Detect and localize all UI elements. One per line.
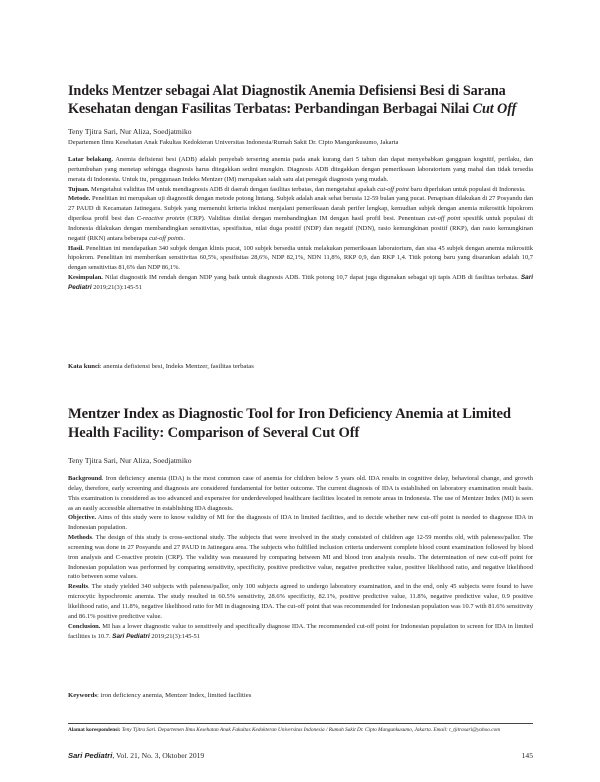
footer-brand: Sari Pediatri (68, 751, 113, 760)
kata-kunci: Kata kunci: anemia defisiensi besi, Indeks Mentzer, fasilitas terbatas (68, 363, 254, 370)
citation-brand: Sari Pediatri (112, 632, 150, 640)
title-indonesian: Indeks Mentzer sebagai Alat Diagnostik Anemia Defisiensi Besi di Sarana Kesehatan dengan Fasilitas Terbatas: Perbandingan Berbagai Nilai Cut Off (68, 83, 517, 117)
citation-brand: Sari Pediatri (68, 274, 534, 291)
footer-journal: Sari Pediatri, Vol. 21, No. 3, Oktober 2019 (68, 751, 205, 760)
abstract-background: Background. Iron deficiency anemia (IDA) is the most common case of anemia for children below 5 years old. IDA results in cognitive delay, behavioral change, and growth delay, therefore, early screening and diagnosis are considered fundamental for better outcome. The current diagnosis of IDA is established on laboratory examination result basis. This examination is considered as too advanced and expensive for underdeveloped healthcare facilities located in remote areas in Indonesia. The use of Mentzer Index (MI) is seen as an easily accessible alternative in establishing IDA diagnosis. (68, 475, 533, 512)
authors-english: Teny Tjitra Sari, Nur Aliza, Soedjatmiko (68, 456, 192, 465)
title-english: Mentzer Index as Diagnostic Tool for Iron Deficiency Anemia at Limited Health Facility: Comparison of Several Cut Off (68, 406, 511, 441)
abstract-indonesian (68, 155, 533, 293)
correspondence: Alamat korespondensi: Teny Tjitra Sari. Departemen Ilmu Kesehatan Anak Fakultas Kedokteran Universitas Indonesia / Rumah Sakit Dr. Cipto Mangunkusumo, Jakarta. Email: t_tjitrasari@yahoo.com (68, 727, 501, 733)
abstract-english (68, 474, 533, 641)
abstract-objective: Objective. Aims of this study were to know validity of MI for the diagnosis of IDA in limited facilities, and to decide whether new cut-off point is needed to diagnose IDA in Indonesian population. (68, 514, 533, 532)
abstract-tujuan: Tujuan. Mengetahui validitas IM untuk mendiagnosis ADB di daerah dengan fasilitas terbatas, dan mengetahui apakah cut-off point baru diperlukan untuk populasi di Indonesia. (68, 185, 526, 193)
abstract-results: Results. The study yielded 340 subjects with paleness/pallor, only 100 subjects agreed to undergo laboratory examination, and in the end, only 45 subjects were found to have microcytic hypochromic anemia. The study resulted in 60.5% sensitivity, 28.6% specificity, 82.1%, positive predictive value, 11.8%, negative predictive value, 0.9 positive likelihood ratio, and 11.8%, negative likelihood ratio for MI in diagnosing IDA. The cut-off point that was recommended for Indonesian population was 10.7 with 81.6% sensitivity and 86.1% positive predictive value. (68, 583, 533, 620)
title-italic: Cut Off (472, 101, 517, 117)
abstract-kesimpulan: Kesimpulan. Nilai diagnostik IM rendah dengan NDP yang baik untuk diagnosis ADB. Titik potong 10,7 dapat juga digunakan sebagai uji tapis ADB di fasilitas terbatas. Sari Pediatri 2019;21(3):145-51 (68, 274, 534, 291)
abstract-metode: Metode. Penelitian ini merupakan uji diagnostik dengan metode potong lintang. Subjek adalah anak sehat berusia 12-59 bulan yang pucat. Penapisan dilakukan di 27 Posyandu dan 27 PAUD di Kecamatan Jatinegara. Subjek yang memenuhi kriteria inklusi menjalani pemeriksaan darah perifer lengkap, kemudian subjek dengan anemia mikrositik hipokrom diperiksa profil besi dan C-reactive protein (CRP). Validitas dinilai dengan membandingkan IM dengan hasil profil besi. Penentuan cut-off point spesifik untuk populasi di Indonesia dilakukan dengan membandingkan sensitivitas, spesifisitas, nilai duga positif (NDP) dan negatif (NDN), rasio kemungkinan positif (RKP), dan rasio kemungkinan negatif (RKN) antara beberapa cut-off points. (68, 195, 534, 242)
authors-indonesian: Teny Tjitra Sari, Nur Aliza, Soedjatmiko (68, 127, 192, 136)
abstract-latar: Latar belakang. Anemia defisiensi besi (ADB) adalah penyebab tersering anemia pada anak kurang dari 5 tahun dan dapat menyebabkan gangguan kognitif, perilaku, dan pertumbuhan yang menetap sehingga diagnosis harus ditegakkan sedini mungkin. Diagnosis ADB ditegakkan dengan pemeriksaan laboratorium yang mahal dan tidak tersedia merata di Indonesia. Untuk itu, penggunaan Indeks Mentzer (IM) merupakan salah satu alat penegak diagnosis yang mudah. (68, 156, 533, 183)
affiliation: Departemen Ilmu Kesehatan Anak Fakultas Kedokteran Universitas Indonesia/Rumah Sakit Dr. Cipto Mangunkusumo, Jakarta (68, 139, 399, 146)
abstract-conclusion: Conclusion. MI has a lower diagnostic value to sensitively and specifically diagnose IDA. The recommended cut-off point for Indonesian population to screen for IDA in limited facilities is 10.7. Sari Pediatri 2019;21(3):145-51 (68, 622, 533, 640)
keywords: Keywords: iron deficiency anemia, Mentzer Index, limited facilities (68, 692, 252, 699)
abstract-methods: Methods. The design of this study is cross-sectional study. The subjects that were involved in the study consisted of children age 12-59 months old, with paleness/pallor. The screening was done in 27 Posyandu and 27 PAUD in Jatinegara area. The subjects who fulfilled inclusion criteria underwent complete blood count examination followed by blood iron analysis and C-reactive protein (CRP). The validity was measured by comparing between MI and blood iron analysis results. The determination of new cut-off point for Indonesian population was performed by comparing sensitivity, specificity, positive predictive value, negative predictive value, positive likelihood ratio, and negative likelihood ratio between some values. (68, 534, 533, 581)
abstract-hasil: Hasil. Penelitian ini mendapatkan 340 subjek dengan klinis pucat, 100 subjek bersedia untuk melakukan pemeriksaan laboratorium, dan sisa 45 subjek dengan anemia mikrositik hipokrom. Penelitian ini memberikan sensitivitas 60,5%, spesifisitas 28,6%, NDP 82,1%, NDN 11,8%, RKP 0,9, dan RKP 1,4. Titik potong baru yang disarankan adalah 10,7 dengan sensitivitas 81,6% dan NDP 86,1%. (68, 244, 533, 272)
divider (68, 723, 533, 724)
page-number: 145 (521, 751, 533, 760)
